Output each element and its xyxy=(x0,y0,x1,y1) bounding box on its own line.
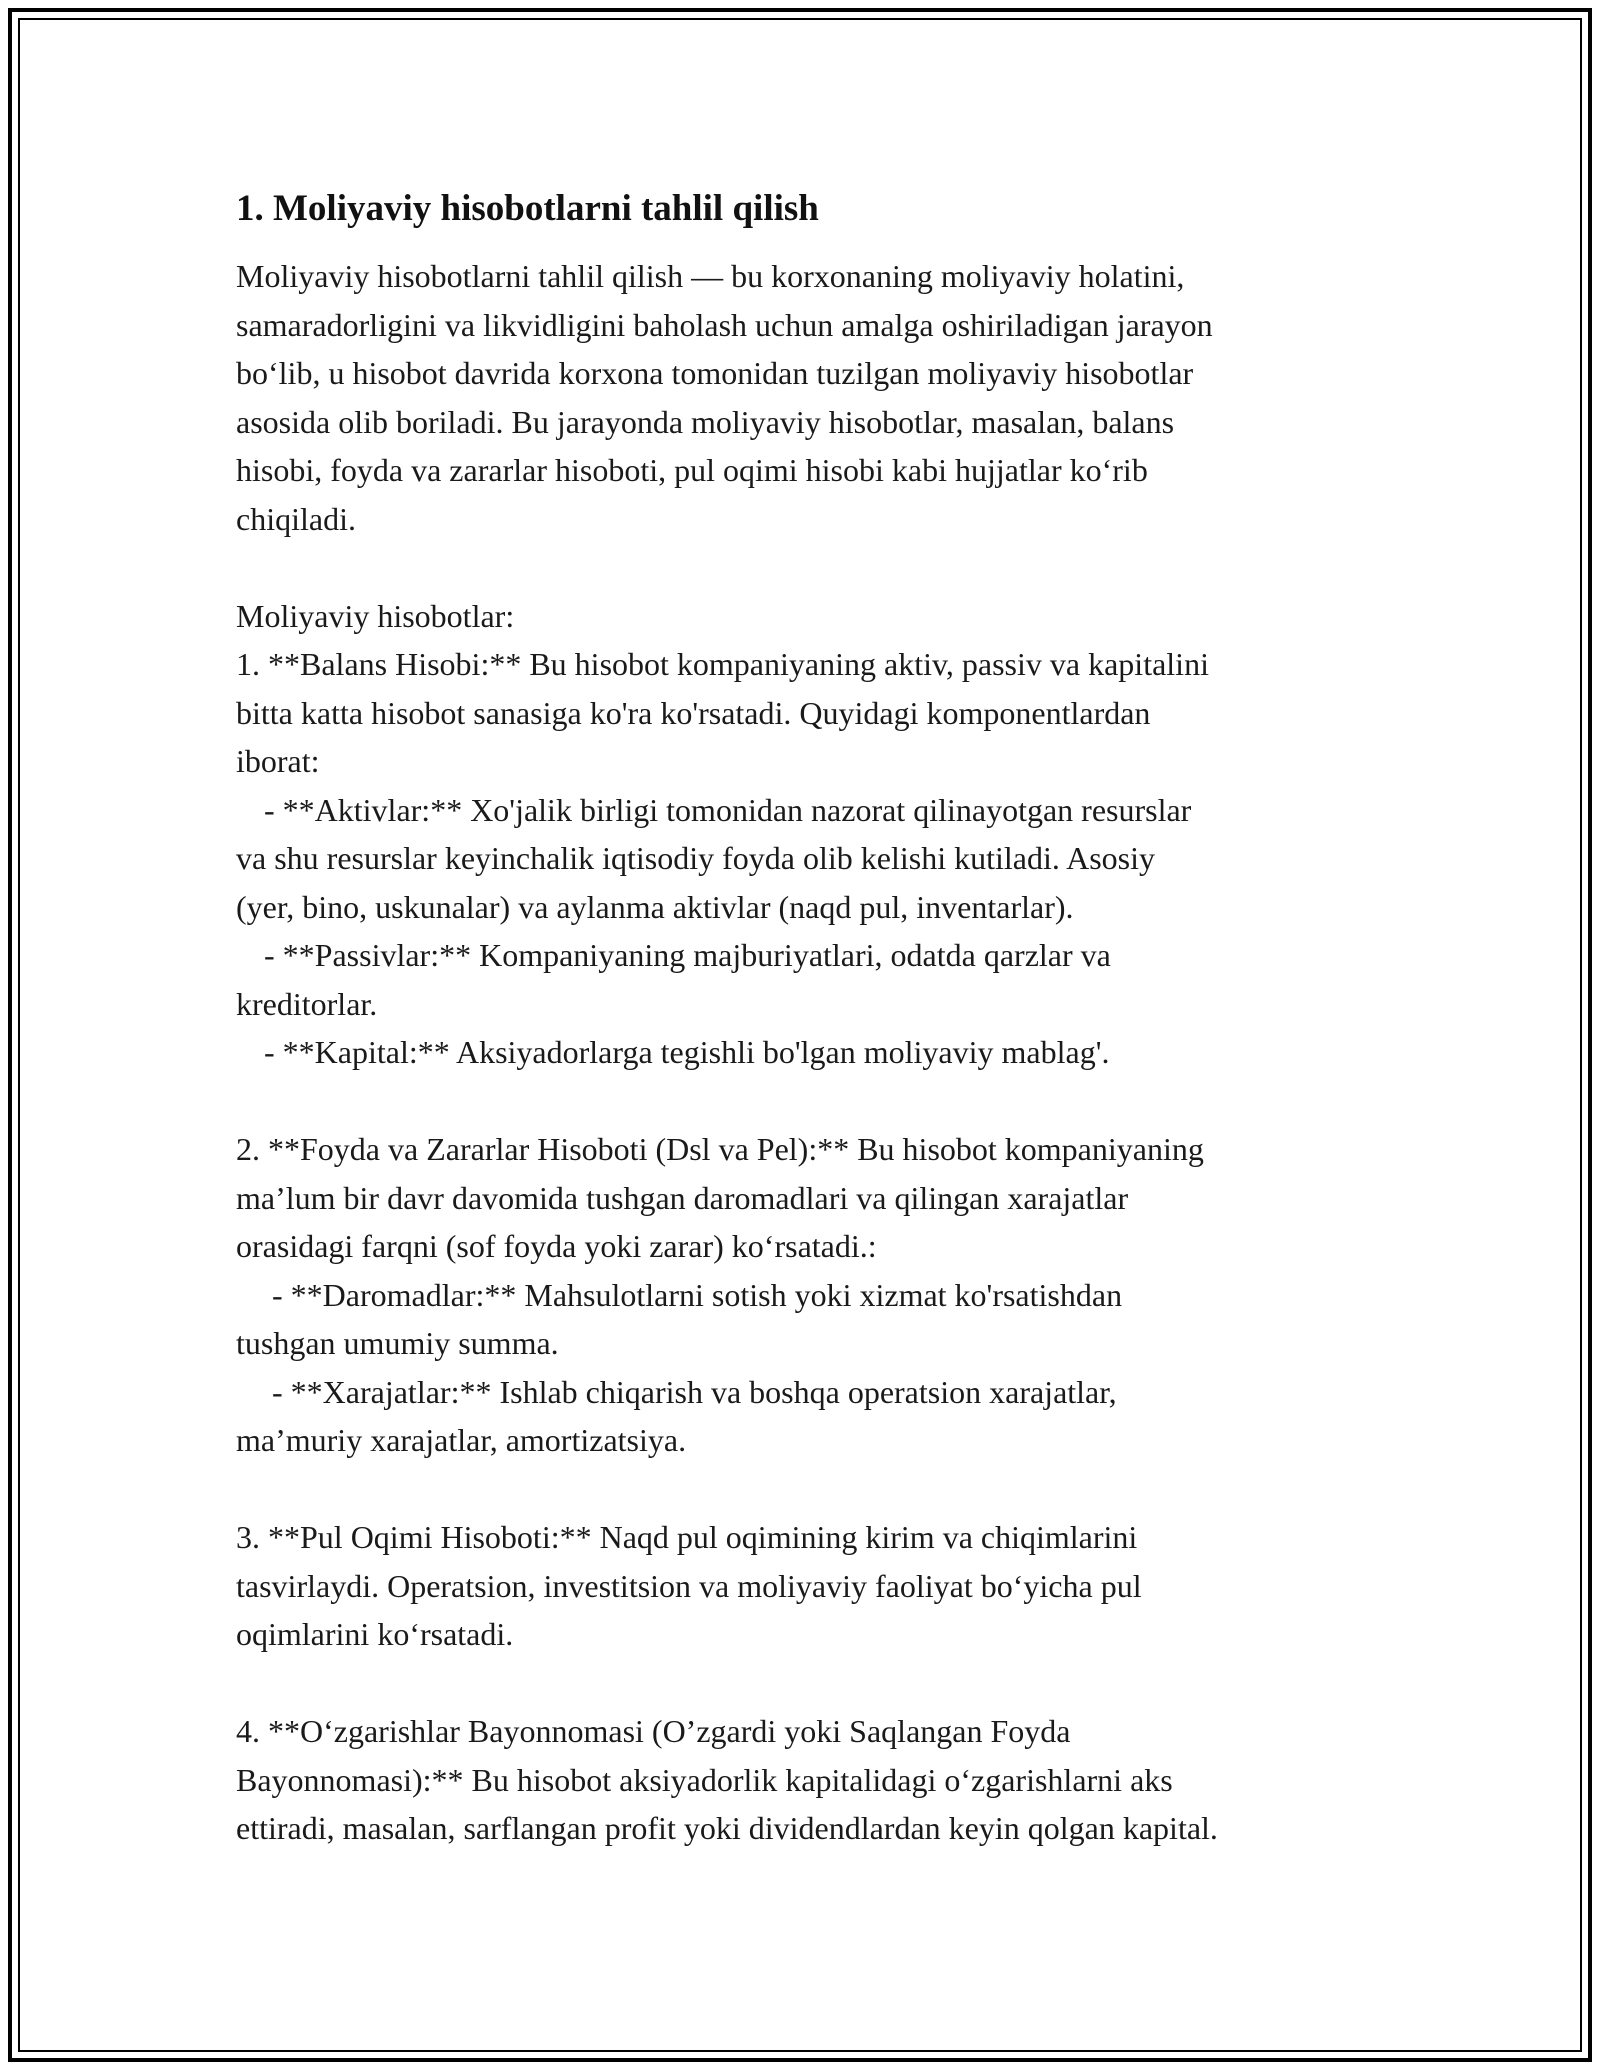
text-line: bo‘lib, u hisobot davrida korxona tomonidan tuzilgan moliyaviy hisobotlar xyxy=(236,355,1194,391)
sub-item-kapital: - **Kapital:** Aksiyadorlarga tegishli bo'lgan moliyaviy mablag'. xyxy=(264,1034,1110,1070)
text-line: ettiradi, masalan, sarflangan profit yoki dividendlardan keyin qolgan kapital. xyxy=(236,1810,1218,1846)
text-line: ma’muriy xarajatlar, amortizatsiya. xyxy=(236,1422,687,1458)
text-line: asosida olib boriladi. Bu jarayonda moliyaviy hisobotlar, masalan, balans xyxy=(236,403,1175,440)
sub-item-aktivlar: - **Aktivlar:** Xo'jalik birligi tomonidan nazorat qilinayotgan resurslar xyxy=(264,791,1192,828)
text-line: oqimlarini ko‘rsatadi. xyxy=(236,1616,514,1652)
text-line: chiqiladi. xyxy=(236,500,356,537)
list-item-balance: 1. **Balans Hisobi:** Bu hisobot kompaniyaning aktiv, passiv va kapitalini xyxy=(236,646,1209,682)
text-line: tasvirlaydi. Operatsion, investitsion va moliyaviy faoliyat bo‘yicha pul xyxy=(236,1567,1142,1604)
text-line: Bayonnomasi):** Bu hisobot aksiyadorlik kapitalidagi o‘zgarishlarni aks xyxy=(236,1761,1173,1798)
list-item-cash-flow: 3. **Pul Oqimi Hisoboti:** Naqd pul oqimining kirim va chiqimlarini xyxy=(236,1519,1138,1555)
intro-paragraph xyxy=(236,252,1386,1853)
list-item-profit-loss: 2. **Foyda va Zararlar Hisoboti (Dsl va Pel):** Bu hisobot kompaniyaning xyxy=(236,1131,1204,1167)
sub-item-xarajatlar: - **Xarajatlar:** Ishlab chiqarish va boshqa operatsion xarajatlar, xyxy=(272,1373,1117,1410)
sub-item-daromadlar: - **Daromadlar:** Mahsulotlarni sotish yoki xizmat ko'rsatishdan xyxy=(272,1276,1123,1313)
paragraph-gap xyxy=(236,1465,1386,1514)
text-line: Moliyaviy hisobotlarni tahlil qilish — bu korxonaning moliyaviy holatini, xyxy=(236,258,1185,294)
text-line: kreditorlar. xyxy=(236,985,378,1022)
text-line: tushgan umumiy summa. xyxy=(236,1325,559,1361)
text-line: (yer, bino, uskunalar) va aylanma aktivlar (naqd pul, inventarlar). xyxy=(236,888,1074,925)
paragraph-gap xyxy=(236,543,1386,592)
paragraph-gap xyxy=(236,1659,1386,1708)
list-label: Moliyaviy hisobotlar: xyxy=(236,597,515,634)
section-heading: 1. Moliyaviy hisobotlarni tahlil qilish xyxy=(236,188,819,229)
paragraph-gap xyxy=(236,1077,1386,1126)
text-line: ma’lum bir davr davomida tushgan daromadlari va qilingan xarajatlar xyxy=(236,1179,1129,1216)
text-line: orasidagi farqni (sof foyda yoki zarar) ko‘rsatadi.: xyxy=(236,1228,877,1264)
document-body xyxy=(236,186,1386,1853)
list-item-changes-statement: 4. **O‘zgarishlar Bayonnomasi (O’zgardi yoki Saqlangan Foyda xyxy=(236,1713,1071,1749)
text-line: iborat: xyxy=(236,743,320,779)
text-line: bitta katta hisobot sanasiga ko'ra ko'rsatadi. Quyidagi komponentlardan xyxy=(236,694,1151,731)
text-line: va shu resurslar keyinchalik iqtisodiy foyda olib kelishi kutiladi. Asosiy xyxy=(236,840,1155,876)
text-line: samaradorligini va likvidligini baholash uchun amalga oshiriladigan jarayon xyxy=(236,306,1213,343)
sub-item-passivlar: - **Passivlar:** Kompaniyaning majburiyatlari, odatda qarzlar va xyxy=(264,937,1111,973)
text-line: hisobi, foyda va zararlar hisoboti, pul oqimi hisobi kabi hujjatlar ko‘rib xyxy=(236,452,1148,488)
